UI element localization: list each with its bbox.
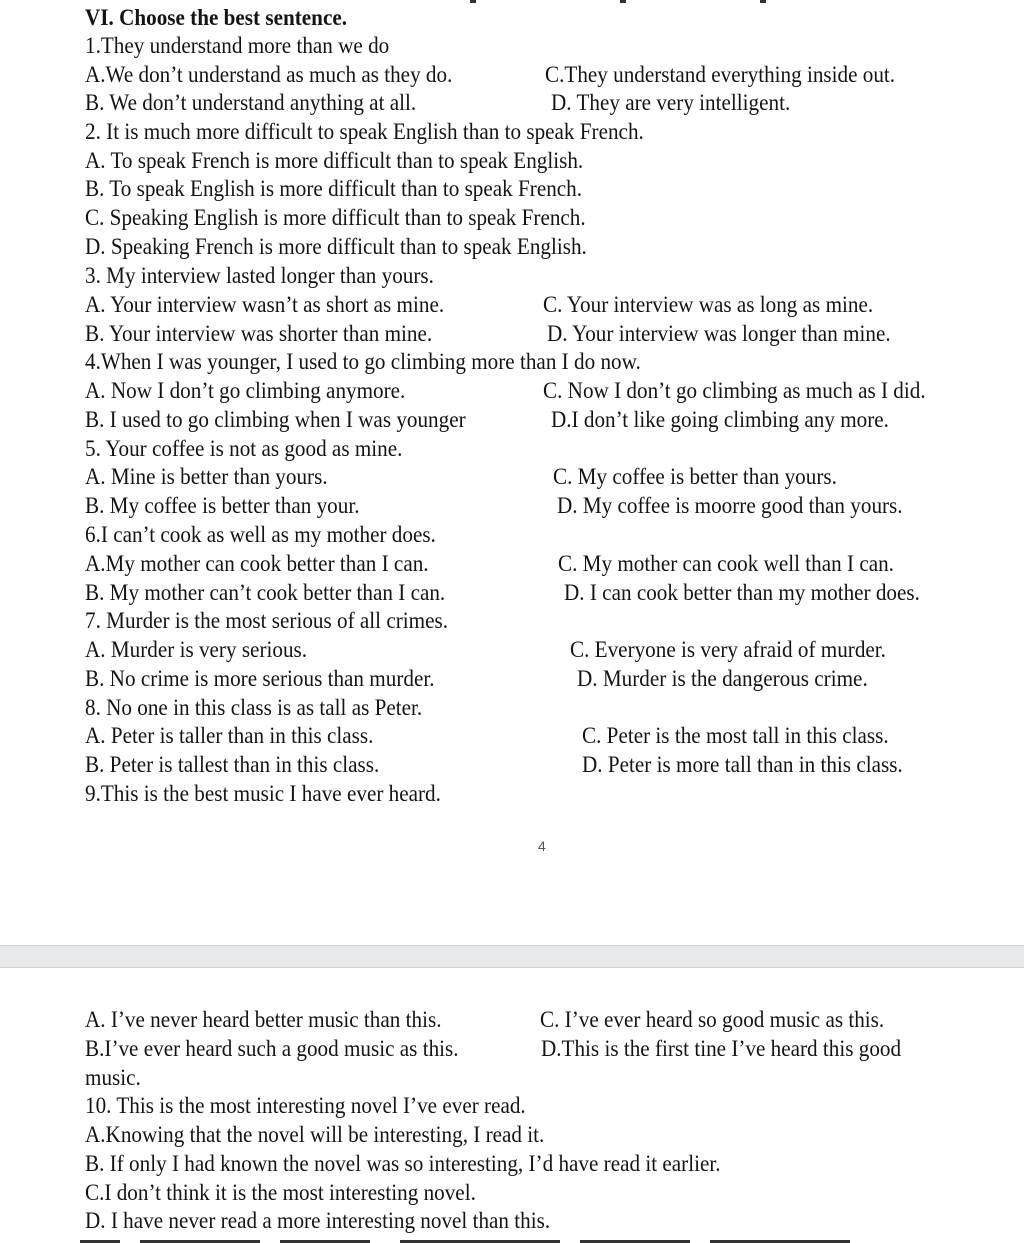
question-4-stem: 4.When I was younger, I used to go climbing more than I do now.	[85, 349, 641, 375]
question-2-option-d: D. Speaking French is more difficult than to speak English.	[85, 234, 587, 260]
question-6-option-c: C. My mother can cook well than I can.	[558, 551, 894, 577]
question-10-option-d: D. I have never read a more interesting novel than this.	[85, 1208, 551, 1234]
question-9-option-c: C. I’ve ever heard so good music as this.	[540, 1007, 885, 1033]
question-2-stem: 2. It is much more difficult to speak English than to speak French.	[85, 119, 644, 145]
question-5-option-b: B. My coffee is better than your.	[85, 493, 360, 519]
page-number: 4	[538, 838, 546, 854]
question-8-stem: 8. No one in this class is as tall as Peter.	[85, 695, 423, 721]
previous-line-cut-off	[470, 0, 770, 3]
page-break-separator	[0, 945, 1024, 968]
question-1-stem: 1.They understand more than we do	[85, 33, 390, 59]
question-10-option-c: C.I don’t think it is the most interesting novel.	[85, 1180, 476, 1206]
question-2-option-a: A. To speak French is more difficult than to speak English.	[85, 148, 584, 174]
question-5-option-a: A. Mine is better than yours.	[85, 464, 328, 490]
question-3-option-c: C. Your interview was as long as mine.	[543, 292, 874, 318]
question-7-option-a: A. Murder is very serious.	[85, 637, 308, 663]
question-7-option-b: B. No crime is more serious than murder.	[85, 666, 435, 692]
question-1-option-d: D. They are very intelligent.	[551, 90, 791, 116]
question-4-option-c: C. Now I don’t go climbing as much as I did.	[543, 378, 926, 404]
question-3-option-b: B. Your interview was shorter than mine.	[85, 321, 433, 347]
question-6-option-a: A.My mother can cook better than I can.	[85, 551, 429, 577]
question-8-option-d: D. Peter is more tall than in this class.	[582, 752, 903, 778]
question-10-option-b: B. If only I had known the novel was so interesting, I’d have read it earlier.	[85, 1151, 721, 1177]
question-10-stem: 10. This is the most interesting novel I’ve ever read.	[85, 1093, 526, 1119]
question-8-option-c: C. Peter is the most tall in this class.	[582, 723, 889, 749]
question-1-option-a: A.We don’t understand as much as they do.	[85, 62, 453, 88]
question-2-option-b: B. To speak English is more difficult than to speak French.	[85, 176, 583, 202]
question-9-option-b: B.I’ve ever heard such a good music as this.	[85, 1036, 459, 1062]
question-8-option-a: A. Peter is taller than in this class.	[85, 723, 374, 749]
question-7-stem: 7. Murder is the most serious of all crimes.	[85, 608, 449, 634]
question-10-option-a: A.Knowing that the novel will be interesting, I read it.	[85, 1122, 545, 1148]
question-1-option-c: C.They understand everything inside out.	[545, 62, 896, 88]
question-8-option-b: B. Peter is tallest than in this class.	[85, 752, 380, 778]
question-2-option-c: C. Speaking English is more difficult than to speak French.	[85, 205, 586, 231]
question-7-option-d: D. Murder is the dangerous crime.	[577, 666, 868, 692]
question-6-option-d: D. I can cook better than my mother does.	[564, 580, 920, 606]
question-7-option-c: C. Everyone is very afraid of murder.	[570, 637, 886, 663]
question-1-option-b: B. We don’t understand anything at all.	[85, 90, 417, 116]
section-title: VI. Choose the best sentence.	[85, 5, 348, 31]
question-3-option-d: D. Your interview was longer than mine.	[547, 321, 891, 347]
question-9-stem: 9.This is the best music I have ever heard.	[85, 781, 441, 807]
question-9-option-d-wrap: music.	[85, 1065, 141, 1091]
question-5-option-d: D. My coffee is moorre good than yours.	[557, 493, 903, 519]
question-3-option-a: A. Your interview wasn’t as short as mine.	[85, 292, 445, 318]
question-4-option-a: A. Now I don’t go climbing anymore.	[85, 378, 406, 404]
document-page-5	[0, 968, 1024, 1243]
question-9-option-a: A. I’ve never heard better music than this.	[85, 1007, 442, 1033]
question-4-option-d: D.I don’t like going climbing any more.	[551, 407, 889, 433]
question-6-stem: 6.I can’t cook as well as my mother does.	[85, 522, 436, 548]
question-3-stem: 3. My interview lasted longer than yours.	[85, 263, 434, 289]
question-4-option-b: B. I used to go climbing when I was younger	[85, 407, 466, 433]
question-6-option-b: B. My mother can’t cook better than I can.	[85, 580, 446, 606]
question-5-option-c: C. My coffee is better than yours.	[553, 464, 837, 490]
question-9-option-d: D.This is the first tine I’ve heard this good	[541, 1036, 902, 1062]
question-5-stem: 5. Your coffee is not as good as mine.	[85, 436, 403, 462]
